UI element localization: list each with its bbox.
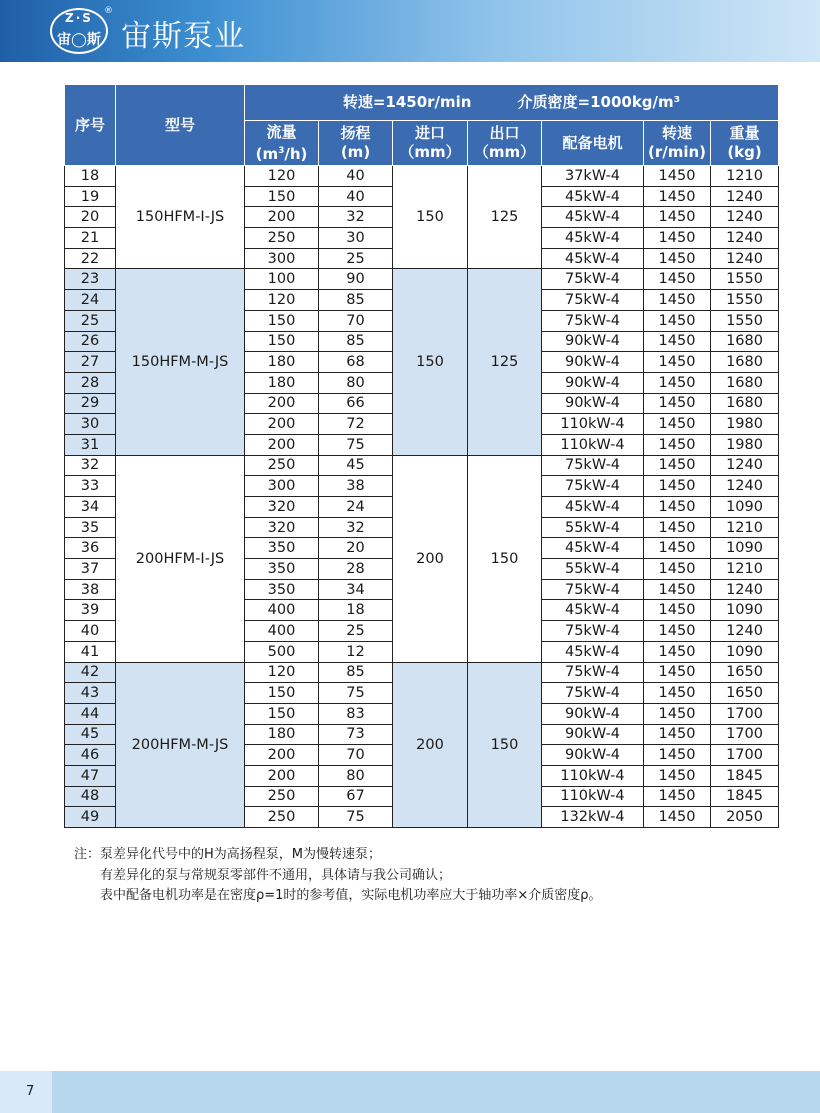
page-footer xyxy=(0,1071,820,1113)
speed-cell: 1450 xyxy=(644,414,711,435)
note-line: 表中配备电机功率是在密度ρ=1时的参考值，实际电机功率应大于轴功率×介质密度ρ。 xyxy=(100,888,602,903)
flow-cell: 350 xyxy=(245,579,319,600)
speed-cell: 1450 xyxy=(644,434,711,455)
head-cell: 12 xyxy=(319,641,393,662)
motor-cell: 75kW-4 xyxy=(542,621,644,642)
col-model-header: 型号 xyxy=(116,85,245,166)
motor-cell: 45kW-4 xyxy=(542,248,644,269)
flow-cell: 150 xyxy=(245,331,319,352)
head-cell: 24 xyxy=(319,497,393,518)
speed-cell: 1450 xyxy=(644,765,711,786)
speed-cell: 1450 xyxy=(644,786,711,807)
seq-cell: 28 xyxy=(65,372,116,393)
model-cell: 150HFM-M-JS xyxy=(116,269,245,455)
seq-cell: 46 xyxy=(65,745,116,766)
speed-cell: 1450 xyxy=(644,248,711,269)
weight-cell: 1240 xyxy=(711,455,779,476)
weight-cell: 1550 xyxy=(711,290,779,311)
flow-cell: 200 xyxy=(245,414,319,435)
model-cell: 200HFM-I-JS xyxy=(116,455,245,662)
speed-cell: 1450 xyxy=(644,559,711,580)
inlet-cell: 150 xyxy=(393,166,468,269)
col-head-header: 扬程 (m) xyxy=(319,121,393,166)
col-seq-header: 序号 xyxy=(65,85,116,166)
speed-cell: 1450 xyxy=(644,538,711,559)
flow-cell: 120 xyxy=(245,166,319,187)
table-header xyxy=(65,85,779,166)
outlet-cell: 125 xyxy=(468,166,542,269)
motor-cell: 45kW-4 xyxy=(542,186,644,207)
flow-cell: 320 xyxy=(245,517,319,538)
head-cell: 68 xyxy=(319,352,393,373)
weight-cell: 1240 xyxy=(711,621,779,642)
weight-cell: 1090 xyxy=(711,538,779,559)
seq-cell: 18 xyxy=(65,166,116,187)
flow-cell: 300 xyxy=(245,248,319,269)
weight-cell: 1680 xyxy=(711,331,779,352)
flow-cell: 200 xyxy=(245,434,319,455)
head-cell: 28 xyxy=(319,559,393,580)
motor-cell: 110kW-4 xyxy=(542,434,644,455)
flow-cell: 200 xyxy=(245,745,319,766)
head-cell: 73 xyxy=(319,724,393,745)
motor-cell: 45kW-4 xyxy=(542,207,644,228)
flow-cell: 250 xyxy=(245,786,319,807)
motor-cell: 75kW-4 xyxy=(542,683,644,704)
head-cell: 40 xyxy=(319,186,393,207)
motor-cell: 75kW-4 xyxy=(542,290,644,311)
weight-cell: 1680 xyxy=(711,352,779,373)
weight-cell: 1240 xyxy=(711,579,779,600)
seq-cell: 21 xyxy=(65,228,116,249)
weight-cell: 1550 xyxy=(711,269,779,290)
motor-cell: 90kW-4 xyxy=(542,352,644,373)
flow-cell: 250 xyxy=(245,807,319,828)
outlet-cell: 150 xyxy=(468,662,542,828)
speed-cell: 1450 xyxy=(644,683,711,704)
outlet-cell: 150 xyxy=(468,455,542,662)
flow-cell: 400 xyxy=(245,621,319,642)
motor-cell: 37kW-4 xyxy=(542,166,644,187)
col-motor-header: 配备电机 xyxy=(542,121,644,166)
weight-cell: 1700 xyxy=(711,703,779,724)
flow-cell: 200 xyxy=(245,207,319,228)
seq-cell: 36 xyxy=(65,538,116,559)
head-cell: 40 xyxy=(319,166,393,187)
seq-cell: 38 xyxy=(65,579,116,600)
speed-cell: 1450 xyxy=(644,641,711,662)
page-header xyxy=(0,0,820,62)
motor-cell: 75kW-4 xyxy=(542,310,644,331)
note-line: 有差异化的泵与常规泵零部件不通用，具体请与我公司确认； xyxy=(100,867,452,883)
head-cell: 80 xyxy=(319,372,393,393)
head-cell: 32 xyxy=(319,207,393,228)
head-cell: 67 xyxy=(319,786,393,807)
motor-cell: 90kW-4 xyxy=(542,331,644,352)
head-cell: 75 xyxy=(319,434,393,455)
seq-cell: 26 xyxy=(65,331,116,352)
flow-cell: 120 xyxy=(245,662,319,683)
seq-cell: 42 xyxy=(65,662,116,683)
motor-cell: 110kW-4 xyxy=(542,414,644,435)
weight-cell: 1240 xyxy=(711,248,779,269)
head-cell: 75 xyxy=(319,807,393,828)
motor-cell: 75kW-4 xyxy=(542,662,644,683)
speed-cell: 1450 xyxy=(644,207,711,228)
motor-cell: 75kW-4 xyxy=(542,269,644,290)
flow-cell: 150 xyxy=(245,310,319,331)
speed-cell: 1450 xyxy=(644,352,711,373)
head-cell: 34 xyxy=(319,579,393,600)
seq-cell: 31 xyxy=(65,434,116,455)
model-group xyxy=(65,269,779,455)
seq-cell: 44 xyxy=(65,703,116,724)
seq-cell: 30 xyxy=(65,414,116,435)
head-cell: 72 xyxy=(319,414,393,435)
speed-cell: 1450 xyxy=(644,455,711,476)
inlet-cell: 200 xyxy=(393,662,468,828)
speed-condition: 转速=1450r/min xyxy=(342,93,472,111)
motor-cell: 45kW-4 xyxy=(542,497,644,518)
col-weight-header: 重量 (kg) xyxy=(711,121,779,166)
seq-cell: 24 xyxy=(65,290,116,311)
flow-cell: 350 xyxy=(245,559,319,580)
flow-cell: 300 xyxy=(245,476,319,497)
page-number: 7 xyxy=(26,1084,35,1099)
logo-name: 宙◯斯 xyxy=(57,32,101,48)
seq-cell: 27 xyxy=(65,352,116,373)
weight-cell: 1680 xyxy=(711,393,779,414)
seq-cell: 49 xyxy=(65,807,116,828)
speed-cell: 1450 xyxy=(644,393,711,414)
head-cell: 85 xyxy=(319,331,393,352)
motor-cell: 110kW-4 xyxy=(542,786,644,807)
flow-cell: 350 xyxy=(245,538,319,559)
seq-cell: 48 xyxy=(65,786,116,807)
motor-cell: 90kW-4 xyxy=(542,372,644,393)
motor-cell: 45kW-4 xyxy=(542,538,644,559)
flow-cell: 250 xyxy=(245,228,319,249)
weight-cell: 1980 xyxy=(711,414,779,435)
weight-cell: 1845 xyxy=(711,786,779,807)
motor-cell: 110kW-4 xyxy=(542,765,644,786)
seq-cell: 33 xyxy=(65,476,116,497)
seq-cell: 22 xyxy=(65,248,116,269)
speed-cell: 1450 xyxy=(644,745,711,766)
head-cell: 85 xyxy=(319,662,393,683)
head-cell: 70 xyxy=(319,310,393,331)
flow-cell: 150 xyxy=(245,186,319,207)
speed-cell: 1450 xyxy=(644,703,711,724)
head-cell: 25 xyxy=(319,248,393,269)
weight-cell: 1240 xyxy=(711,186,779,207)
head-cell: 90 xyxy=(319,269,393,290)
model-group xyxy=(65,166,779,269)
weight-cell: 1700 xyxy=(711,724,779,745)
table-row xyxy=(65,662,779,683)
weight-cell: 1980 xyxy=(711,434,779,455)
weight-cell: 1650 xyxy=(711,683,779,704)
seq-cell: 19 xyxy=(65,186,116,207)
seq-cell: 25 xyxy=(65,310,116,331)
speed-cell: 1450 xyxy=(644,476,711,497)
motor-cell: 132kW-4 xyxy=(542,807,644,828)
note-line: 注：泵差异化代号中的H为高扬程泵，M为慢转速泵； xyxy=(74,847,381,862)
seq-cell: 47 xyxy=(65,765,116,786)
weight-cell: 1240 xyxy=(711,476,779,497)
speed-cell: 1450 xyxy=(644,331,711,352)
condition-header xyxy=(245,85,779,121)
seq-cell: 34 xyxy=(65,497,116,518)
weight-cell: 1090 xyxy=(711,600,779,621)
motor-cell: 75kW-4 xyxy=(542,476,644,497)
head-cell: 32 xyxy=(319,517,393,538)
motor-cell: 55kW-4 xyxy=(542,517,644,538)
seq-cell: 32 xyxy=(65,455,116,476)
weight-cell: 1210 xyxy=(711,166,779,187)
head-cell: 85 xyxy=(319,290,393,311)
speed-cell: 1450 xyxy=(644,807,711,828)
seq-cell: 39 xyxy=(65,600,116,621)
flow-cell: 180 xyxy=(245,724,319,745)
outlet-cell: 125 xyxy=(468,269,542,455)
speed-cell: 1450 xyxy=(644,290,711,311)
head-cell: 70 xyxy=(319,745,393,766)
inlet-cell: 200 xyxy=(393,455,468,662)
seq-cell: 40 xyxy=(65,621,116,642)
seq-cell: 37 xyxy=(65,559,116,580)
flow-cell: 120 xyxy=(245,290,319,311)
motor-cell: 45kW-4 xyxy=(542,228,644,249)
motor-cell: 90kW-4 xyxy=(542,745,644,766)
speed-cell: 1450 xyxy=(644,621,711,642)
speed-cell: 1450 xyxy=(644,228,711,249)
seq-cell: 41 xyxy=(65,641,116,662)
seq-cell: 35 xyxy=(65,517,116,538)
motor-cell: 75kW-4 xyxy=(542,579,644,600)
seq-cell: 43 xyxy=(65,683,116,704)
table-row xyxy=(65,269,779,290)
weight-cell: 1680 xyxy=(711,372,779,393)
head-cell: 18 xyxy=(319,600,393,621)
model-cell: 150HFM-I-JS xyxy=(116,166,245,269)
flow-cell: 320 xyxy=(245,497,319,518)
head-cell: 25 xyxy=(319,621,393,642)
motor-cell: 55kW-4 xyxy=(542,559,644,580)
motor-cell: 45kW-4 xyxy=(542,600,644,621)
density-condition: 介质密度=1000kg/m³ xyxy=(517,93,681,111)
col-speed-header: 转速 (r/min) xyxy=(644,121,711,166)
flow-cell: 180 xyxy=(245,372,319,393)
speed-cell: 1450 xyxy=(644,186,711,207)
table-row xyxy=(65,455,779,476)
speed-cell: 1450 xyxy=(644,310,711,331)
speed-cell: 1450 xyxy=(644,662,711,683)
head-cell: 30 xyxy=(319,228,393,249)
pump-spec-table xyxy=(64,84,779,828)
col-flow-header: 流量 $(m^3/h)$ xyxy=(245,121,319,166)
motor-cell: 90kW-4 xyxy=(542,703,644,724)
flow-cell: 150 xyxy=(245,703,319,724)
head-cell: 38 xyxy=(319,476,393,497)
flow-cell: 400 xyxy=(245,600,319,621)
speed-cell: 1450 xyxy=(644,166,711,187)
flow-cell: 100 xyxy=(245,269,319,290)
registered-mark: ® xyxy=(104,6,113,16)
seq-cell: 23 xyxy=(65,269,116,290)
logo-letters: Z·S xyxy=(65,11,93,25)
head-cell: 66 xyxy=(319,393,393,414)
model-cell: 200HFM-M-JS xyxy=(116,662,245,828)
weight-cell: 1090 xyxy=(711,641,779,662)
model-group xyxy=(65,662,779,828)
motor-cell: 45kW-4 xyxy=(542,641,644,662)
flow-cell: 250 xyxy=(245,455,319,476)
motor-cell: 90kW-4 xyxy=(542,724,644,745)
weight-cell: 1700 xyxy=(711,745,779,766)
weight-cell: 1845 xyxy=(711,765,779,786)
head-cell: 80 xyxy=(319,765,393,786)
flow-cell: 180 xyxy=(245,352,319,373)
speed-cell: 1450 xyxy=(644,497,711,518)
weight-cell: 2050 xyxy=(711,807,779,828)
seq-cell: 45 xyxy=(65,724,116,745)
weight-cell: 1650 xyxy=(711,662,779,683)
head-cell: 20 xyxy=(319,538,393,559)
weight-cell: 1210 xyxy=(711,517,779,538)
brand-title: 宙斯泵业 xyxy=(121,19,245,54)
head-cell: 83 xyxy=(319,703,393,724)
seq-cell: 29 xyxy=(65,393,116,414)
speed-cell: 1450 xyxy=(644,269,711,290)
model-group xyxy=(65,455,779,662)
speed-cell: 1450 xyxy=(644,600,711,621)
flow-cell: 500 xyxy=(245,641,319,662)
inlet-cell: 150 xyxy=(393,269,468,455)
footnotes xyxy=(74,845,602,907)
flow-cell: 200 xyxy=(245,393,319,414)
motor-cell: 90kW-4 xyxy=(542,393,644,414)
col-outlet-header: 出口 （mm） xyxy=(468,121,542,166)
table-row xyxy=(65,166,779,187)
speed-cell: 1450 xyxy=(644,724,711,745)
motor-cell: 75kW-4 xyxy=(542,455,644,476)
speed-cell: 1450 xyxy=(644,579,711,600)
weight-cell: 1550 xyxy=(711,310,779,331)
seq-cell: 20 xyxy=(65,207,116,228)
speed-cell: 1450 xyxy=(644,372,711,393)
weight-cell: 1240 xyxy=(711,228,779,249)
weight-cell: 1240 xyxy=(711,207,779,228)
speed-cell: 1450 xyxy=(644,517,711,538)
company-logo xyxy=(50,8,108,54)
weight-cell: 1210 xyxy=(711,559,779,580)
weight-cell: 1090 xyxy=(711,497,779,518)
head-cell: 75 xyxy=(319,683,393,704)
head-cell: 45 xyxy=(319,455,393,476)
col-inlet-header: 进口 （mm） xyxy=(393,121,468,166)
flow-cell: 200 xyxy=(245,765,319,786)
flow-cell: 150 xyxy=(245,683,319,704)
